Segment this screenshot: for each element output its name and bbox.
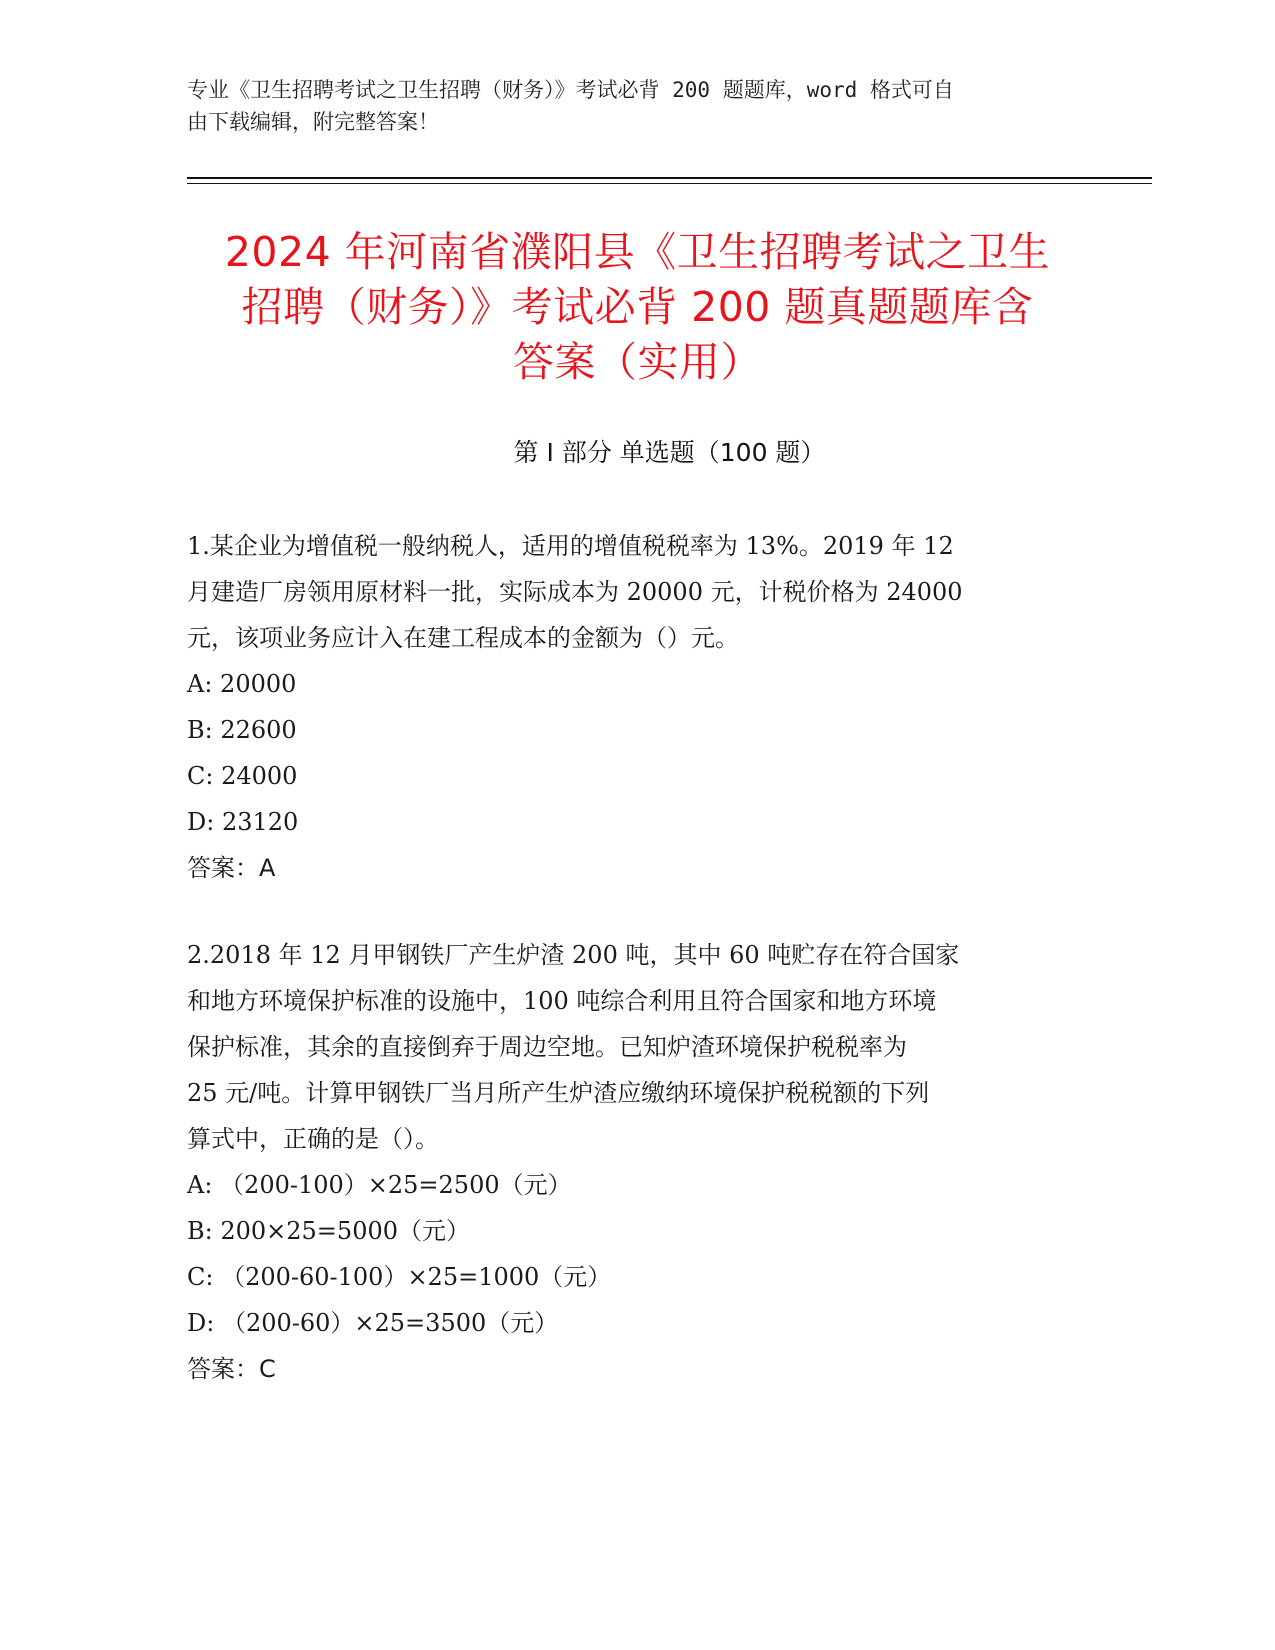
- option-d: D: （200-60）×25=3500（元）: [187, 1309, 559, 1337]
- question-stem-line: 月建造厂房领用原材料一批，实际成本为 20000 元，计税价格为 24000: [187, 578, 963, 606]
- option-a: A: （200-100）×25=2500（元）: [187, 1171, 572, 1199]
- header-note: [187, 74, 1067, 138]
- question-stem-line: 2.2018 年 12 月甲钢铁厂产生炉渣 200 吨，其中 60 吨贮存在符合国家: [187, 941, 960, 969]
- question-stem-line: 25 元/吨。计算甲钢铁厂当月所产生炉渣应缴纳环境保护税税额的下列: [187, 1079, 930, 1107]
- question-stem-line: 和地方环境保护标准的设施中，100 吨综合利用且符合国家和地方环境: [187, 987, 937, 1015]
- question-stem-line: 保护标准，其余的直接倒弃于周边空地。已知炉渣环境保护税税率为: [187, 1033, 907, 1061]
- header-rule-thick: [187, 177, 1152, 179]
- title-line-2: 招聘（财务）》考试必背 200 题真题题库含: [241, 283, 1034, 331]
- header-note-line-1: 专业《卫生招聘考试之卫生招聘（财务）》考试必背 200 题题库，word 格式可自: [187, 78, 954, 102]
- option-c: C: 24000: [187, 762, 298, 790]
- question-stem-line: 算式中，正确的是（）。: [187, 1125, 439, 1153]
- question-2: [187, 932, 1087, 1392]
- option-b: B: 22600: [187, 716, 297, 744]
- title-line-1: 2024 年河南省濮阳县《卫生招聘考试之卫生: [224, 228, 1051, 276]
- answer-line: 答案：C: [187, 1355, 276, 1383]
- option-c: C: （200-60-100）×25=1000（元）: [187, 1263, 612, 1291]
- question-stem-line: 1.某企业为增值税一般纳税人，适用的增值税税率为 13%。2019 年 12: [187, 532, 954, 560]
- answer-line: 答案：A: [187, 854, 276, 882]
- option-d: D: 23120: [187, 808, 299, 836]
- header-note-line-2: 由下载编辑，附完整答案！: [187, 110, 439, 134]
- question-stem-line: 元，该项业务应计入在建工程成本的金额为（）元。: [187, 624, 739, 652]
- option-a: A: 20000: [187, 670, 297, 698]
- section-heading: 第 I 部分 单选题（100 题）: [513, 438, 826, 467]
- question-1: [187, 523, 1087, 891]
- document-title: [150, 225, 1125, 390]
- option-b: B: 200×25=5000（元）: [187, 1217, 470, 1245]
- title-line-3: 答案（实用）: [513, 338, 762, 386]
- header-rule-thin: [187, 183, 1152, 184]
